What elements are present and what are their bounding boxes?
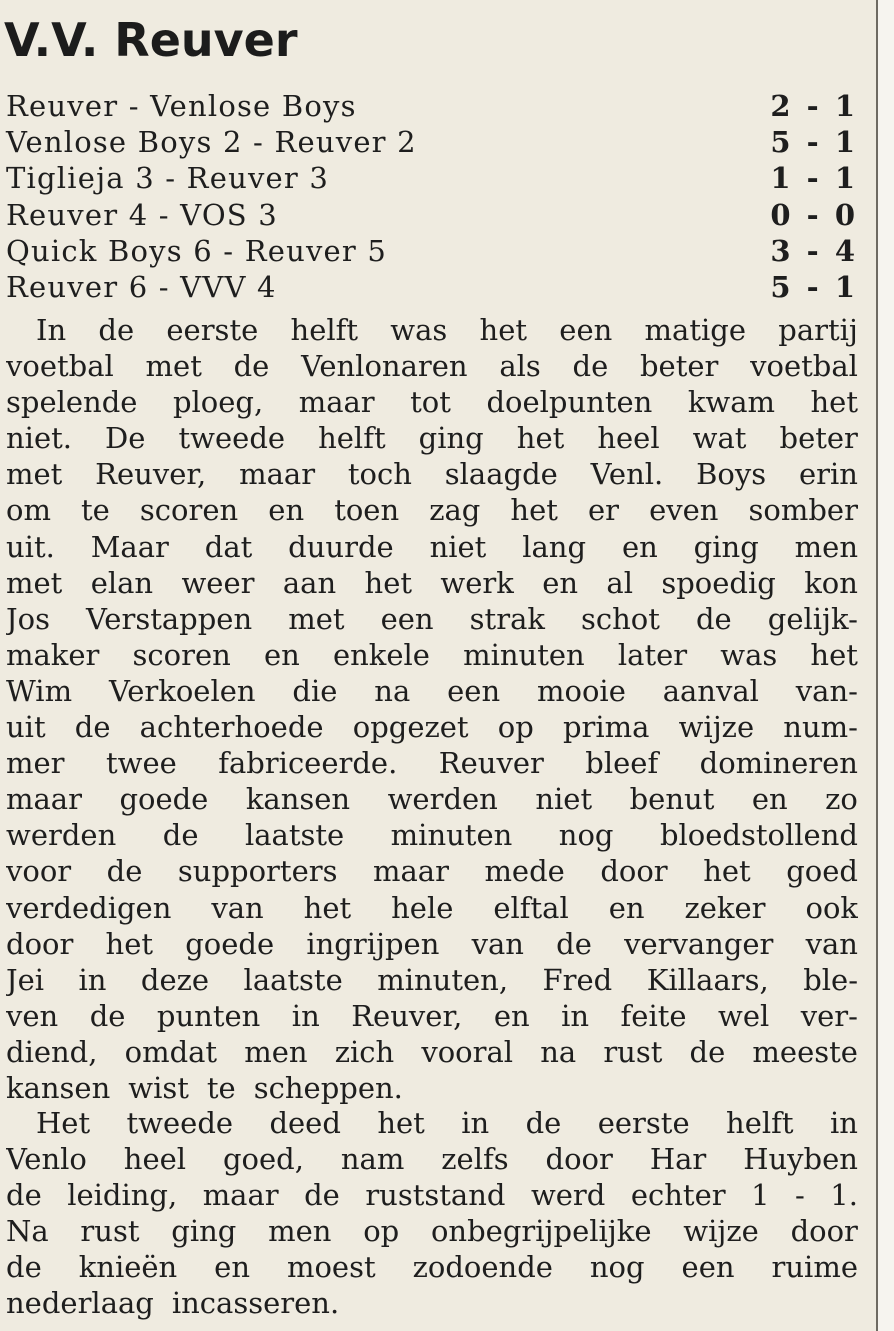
article-paragraph-1 bbox=[6, 312, 858, 1106]
text-line: niet. De tweede helft ging het heel wat beter bbox=[6, 421, 858, 456]
match-score: 5 - 1 bbox=[770, 269, 858, 304]
match-score: 2 - 1 bbox=[770, 89, 858, 123]
result-row bbox=[6, 124, 858, 160]
text-line: kansen wist te scheppen. bbox=[6, 1070, 403, 1105]
text-line: de knieën en moest zodoende nog een ruime bbox=[6, 1250, 858, 1285]
result-row bbox=[6, 197, 858, 233]
text-line: uit de achterhoede opgezet op prima wijze num- bbox=[6, 710, 858, 745]
text-line: werden de laatste minuten nog bloedstollend bbox=[6, 818, 858, 853]
text-line: mer twee fabriceerde. Reuver bleef domineren bbox=[6, 746, 858, 781]
match-label: Reuver 4 - VOS 3 bbox=[6, 197, 278, 232]
text-line: met Reuver, maar toch slaagde Venl. Boys erin bbox=[6, 457, 858, 492]
match-label: Reuver 6 - VVV 4 bbox=[6, 269, 277, 304]
match-score: 5 - 1 bbox=[770, 125, 858, 160]
text-line: door het goede ingrijpen van de vervanger van bbox=[6, 926, 858, 961]
text-line: spelende ploeg, maar tot doelpunten kwam het bbox=[6, 385, 858, 420]
article-paragraph-2 bbox=[6, 1105, 858, 1322]
text-line: Jei in deze laatste minuten, Fred Killaars, ble- bbox=[6, 962, 858, 997]
text-line: uit. Maar dat duurde niet lang en ging men bbox=[6, 529, 858, 564]
match-label: Tiglieja 3 - Reuver 3 bbox=[6, 161, 330, 196]
result-row bbox=[6, 160, 858, 196]
page-edge bbox=[878, 0, 894, 1331]
match-score: 1 - 1 bbox=[770, 161, 858, 196]
match-label: Reuver - Venlose Boys bbox=[6, 89, 357, 123]
result-row bbox=[6, 269, 858, 305]
text-line: voetbal met de Venlonaren als de beter voetbal bbox=[6, 349, 858, 384]
text-line: voor de supporters maar mede door het goed bbox=[6, 854, 858, 889]
match-label: Quick Boys 6 - Reuver 5 bbox=[6, 233, 388, 268]
match-label: Venlose Boys 2 - Reuver 2 bbox=[6, 125, 417, 160]
result-row bbox=[6, 88, 858, 124]
text-line: maar goede kansen werden niet benut en zo bbox=[6, 782, 858, 817]
result-row bbox=[6, 233, 858, 269]
article-title: V.V. Reuver bbox=[4, 13, 298, 67]
text-line: met elan weer aan het werk en al spoedig kon bbox=[6, 565, 858, 600]
match-score: 0 - 0 bbox=[770, 197, 858, 232]
text-line: Na rust ging men op onbegrijpelijke wijze door bbox=[6, 1214, 858, 1249]
text-line: nederlaag incasseren. bbox=[6, 1286, 340, 1321]
text-line: om te scoren en toen zag het er even somber bbox=[6, 493, 858, 528]
text-line: diend, omdat men zich vooral na rust de meeste bbox=[6, 1034, 858, 1069]
text-line: Jos Verstappen met een strak schot de gelijk- bbox=[6, 601, 858, 636]
match-score: 3 - 4 bbox=[770, 233, 858, 268]
text-line: In de eerste helft was het een matige partij bbox=[36, 313, 858, 347]
match-results-list bbox=[6, 88, 858, 305]
text-line: Wim Verkoelen die na een mooie aanval van- bbox=[6, 673, 858, 708]
text-line: verdedigen van het hele elftal en zeker ook bbox=[6, 890, 858, 925]
text-line: de leiding, maar de ruststand werd echter 1 - 1. bbox=[6, 1178, 858, 1213]
text-line: Venlo heel goed, nam zelfs door Har Huyben bbox=[6, 1142, 858, 1177]
text-line: maker scoren en enkele minuten later was het bbox=[6, 637, 858, 672]
text-line: ven de punten in Reuver, en in feite wel ver- bbox=[6, 998, 858, 1033]
text-line: Het tweede deed het in de eerste helft in bbox=[36, 1106, 858, 1140]
